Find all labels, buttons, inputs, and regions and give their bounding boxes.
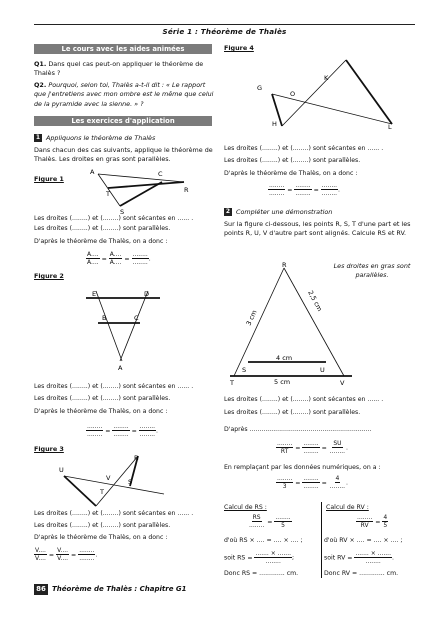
frac-num: ........ xyxy=(277,475,293,482)
frac-num: ....... × ....... xyxy=(255,550,292,557)
figure-4-diagram xyxy=(224,52,414,132)
frac-num: ........ xyxy=(277,440,293,447)
question-2 xyxy=(34,81,214,109)
frac-den: ........ xyxy=(139,431,156,438)
frac-den: ........ xyxy=(87,431,103,438)
fig2-ratio-equation: $\frac{........}{........}$ = $\frac{........}{........}$ = $\frac{........}{........}$ . xyxy=(87,423,159,438)
q2-text: Pourquoi, selon toi, Thalès a-t-il dit : « Le rapport que j'entretiens avec mon ombre est le même que celui de la pyramide avec la sienne. » ? xyxy=(34,81,214,108)
frac-den: RV xyxy=(360,522,369,529)
exercise-number-badge: 1 xyxy=(35,134,41,141)
fig2-donc-line: D'après le théorème de Thalès, on a donc : xyxy=(34,408,168,415)
fig3-point-r: R xyxy=(134,454,139,462)
frac-den: ........ xyxy=(295,190,311,197)
fig5-point-r: R xyxy=(282,261,287,269)
fig5-length-rs: 3 cm xyxy=(244,308,259,327)
frac-num: ........ xyxy=(303,475,319,482)
frac-den: 5 xyxy=(383,522,388,529)
frac-num: ........ xyxy=(357,514,373,521)
frac-den: V.... xyxy=(35,555,46,562)
frac-num: A.... xyxy=(87,251,99,258)
figure-5-note: Les droites en gras sont parallèles. xyxy=(333,262,411,280)
frac-den: ........ xyxy=(303,448,319,455)
calc-rs-donc: Donc RS = ............. cm. xyxy=(224,570,299,577)
frac-num: ........ xyxy=(87,423,103,430)
q1-label: Q1. xyxy=(34,60,47,68)
frac-num: ........ xyxy=(275,514,291,521)
figure-2-label: Figure 2 xyxy=(34,272,64,280)
q1-text: Dans quel cas peut-on appliquer le théorème de Thalès ? xyxy=(34,60,204,78)
frac-num: A.... xyxy=(109,251,122,258)
fig4-ratio-equation: $\frac{........}{........}$ = $\frac{........}{........}$ = $\frac{........}{........}$ . xyxy=(269,182,341,197)
fig5-point-s: S xyxy=(242,366,247,374)
fig1-point-r: R xyxy=(184,186,189,194)
fig3-point-s: S xyxy=(128,478,133,486)
fig5-length-ru: 2,5 cm xyxy=(306,289,324,313)
section-band-exercises: Les exercices d'application xyxy=(34,116,212,126)
exercise-1-intro: Dans chacun des cas suivants, applique le théorème de Thalès. Les droites en gras sont parallèles. xyxy=(34,146,213,164)
fig1-secantes-line: Les droites (........) et (........) sont sécantes en ...... . xyxy=(34,215,194,222)
calc-rv-dou: d'où RV × .... = .... × .... ; xyxy=(324,537,403,544)
exercise-2-heading xyxy=(224,208,416,217)
figure-1-diagram xyxy=(34,160,214,215)
frac-num: ........ xyxy=(79,547,95,554)
fig2-point-b: B xyxy=(102,314,107,322)
question-1 xyxy=(34,60,214,79)
fig5-length-tv: 5 cm xyxy=(274,378,291,386)
fig4-paralleles-line: Les droites (........) et (........) sont parallèles. xyxy=(224,157,361,164)
frac-num: 4 xyxy=(335,475,340,482)
frac-den: A.... xyxy=(109,259,122,266)
header-rule xyxy=(34,24,415,25)
frac-num: 4 xyxy=(383,514,388,521)
frac-num: ........ xyxy=(321,182,338,189)
exercise-1-heading xyxy=(34,134,214,143)
figure-3-diagram xyxy=(34,450,214,508)
frac-den: ........ xyxy=(132,259,148,266)
footer-chapter: Théorème de Thalès : Chapitre G1 xyxy=(52,585,187,593)
exercise-1-title: Appliquons le théorème de Thalès xyxy=(46,134,156,142)
fig3-paralleles-line: Les droites (........) et (........) sont parallèles. xyxy=(34,522,171,529)
fig1-bold-line-tr xyxy=(108,182,184,188)
ex2-ratio-equation-1: $\frac{........}{RT}$ = $\frac{........}{........}$ = $\frac{SU}{........}$ . xyxy=(277,440,349,455)
ex2-remplacant-line: En remplaçant par les données numériques, on a : xyxy=(224,464,381,471)
frac-den: ........ xyxy=(329,448,346,455)
figure-2-diagram xyxy=(34,283,214,373)
section-band-course: Le cours avec les aides animées xyxy=(34,44,212,54)
calc-rs-equation: $\frac{RS}{........}$ = $\frac{........}{5}$ xyxy=(249,514,291,529)
exercise-2-intro: Sur la figure ci-dessous, les points R, S, T d'une part et les points R, U, V d'autre part sont alignés. Calcule RS et RV. xyxy=(224,220,411,238)
fig4-point-l: L xyxy=(388,123,392,131)
ex2-secantes-line: Les droites (........) et (........) sont sécantes en ...... . xyxy=(224,396,384,403)
fig3-point-v: V xyxy=(106,474,111,482)
fig4-secantes-line: Les droites (........) et (........) sont sécantes en ...... . xyxy=(224,145,384,152)
fig2-secantes-line: Les droites (........) et (........) sont sécantes en ...... . xyxy=(34,383,194,390)
frac-den: 3 xyxy=(282,483,287,490)
fig3-donc-line: D'après le théorème de Thalès, on a donc : xyxy=(34,534,168,541)
page-number: 86 xyxy=(34,584,48,595)
fig1-point-t: T xyxy=(106,190,110,198)
exercise-number-badge: 2 xyxy=(225,208,231,215)
fig1-ratio-equation: $\frac{A....}{A....}$ = $\frac{A....}{A....}$ = $\frac{........}{........}$ . xyxy=(87,251,151,266)
fig1-donc-line: D'après le théorème de Thalès, on a donc : xyxy=(34,238,168,245)
frac-den: ........ xyxy=(249,522,265,529)
soit-rv-label: soit RV = xyxy=(324,554,353,562)
fig1-line-ar xyxy=(98,174,184,182)
frac-den: ........ xyxy=(329,483,346,490)
frac-den: ........ xyxy=(269,190,285,197)
frac-num: ........ xyxy=(295,182,311,189)
frac-den: ........ xyxy=(79,555,95,562)
frac-den: RT xyxy=(280,448,289,455)
fig4-point-g: G xyxy=(257,84,263,92)
soit-rs-label: soit RS = xyxy=(224,554,253,562)
series-title: Série 1 : Théorème de Thalès xyxy=(162,27,287,36)
fig1-point-c: C xyxy=(158,170,163,178)
fig3-secantes-line: Les droites (........) et (........) sont sécantes en ...... . xyxy=(34,510,194,517)
frac-num: V.... xyxy=(35,547,46,554)
frac-den: ........ xyxy=(303,483,319,490)
fig1-point-a: A xyxy=(90,168,95,176)
frac-den: ........ xyxy=(321,190,338,197)
fig2-line-da xyxy=(120,291,148,361)
calc-rs-title: Calcul de RS : xyxy=(224,504,267,511)
frac-den: 5 xyxy=(281,522,285,529)
fig5-length-su: 4 cm xyxy=(276,354,293,362)
frac-den: ........ xyxy=(365,558,381,565)
frac-num: ........ xyxy=(303,440,319,447)
figure-3-label: Figure 3 xyxy=(34,445,64,453)
fig1-point-s: S xyxy=(120,208,125,215)
fig2-point-a: A xyxy=(118,364,123,372)
fig5-line-rv xyxy=(284,268,344,376)
figure-1-label: Figure 1 xyxy=(34,175,64,183)
fig2-point-e: E xyxy=(92,290,97,298)
ex2-dapres-line: D'après .............................................................. xyxy=(224,426,372,433)
q2-label: Q2. xyxy=(34,81,47,89)
ex2-paralleles-line: Les droites (........) et (........) sont parallèles. xyxy=(224,409,361,416)
fig5-point-u: U xyxy=(320,366,325,374)
fig4-donc-line: D'après le théorème de Thalès, on a donc : xyxy=(224,170,358,177)
frac-num: ....... × ....... xyxy=(355,550,391,557)
fig5-point-t: T xyxy=(230,379,234,386)
fig5-point-v: V xyxy=(340,379,345,386)
calc-rv-soit: soit RV = $\frac{....... \times .......}{........}$ . xyxy=(324,550,394,565)
frac-den: A.... xyxy=(87,259,99,266)
exercise-2-title: Compléter une démonstration xyxy=(236,208,333,216)
calc-rv-title: Calcul de RV : xyxy=(326,504,369,511)
fig2-point-d: D xyxy=(144,290,150,298)
frac-num: V.... xyxy=(57,547,69,554)
fig2-line-ea xyxy=(96,291,122,361)
calc-divider xyxy=(321,502,322,578)
frac-den: V.... xyxy=(57,555,69,562)
fig2-point-c: C xyxy=(134,314,139,322)
frac-den: ........ xyxy=(265,558,281,565)
frac-den: ........ xyxy=(113,431,129,438)
fig1-paralleles-line: Les droites (........) et (........) sont parallèles. xyxy=(34,225,171,232)
fig3-ratio-equation: $\frac{V....}{V....}$ = $\frac{V....}{V....}$ = $\frac{........}{........}$ . xyxy=(35,547,98,562)
calc-rs-soit: soit RS = $\frac{....... \times .......}{........}$ ; xyxy=(224,550,295,565)
fig4-point-h: H xyxy=(272,120,277,128)
fig4-point-k: K xyxy=(324,74,329,82)
fig3-point-t: T xyxy=(100,488,104,496)
ex2-ratio-equation-2: $\frac{........}{3}$ = $\frac{........}{........}$ = $\frac{4}{........}$ . xyxy=(277,475,349,490)
fig4-point-o: O xyxy=(290,90,296,98)
frac-num: ........ xyxy=(269,182,285,189)
frac-num: SU xyxy=(333,440,342,447)
frac-num: ........ xyxy=(113,423,129,430)
calc-rs-dou: d'où RS × .... = .... × .... ; xyxy=(224,537,303,544)
fig3-point-u: U xyxy=(59,466,64,474)
frac-num: ........ xyxy=(139,423,156,430)
figure-4-label: Figure 4 xyxy=(224,44,254,52)
fig2-paralleles-line: Les droites (........) et (........) sont parallèles. xyxy=(34,395,171,402)
calc-rv-equation: $\frac{........}{RV}$ = $\frac{4}{5}$ xyxy=(357,514,388,529)
frac-num: ........ xyxy=(132,251,148,258)
frac-num: RS xyxy=(252,514,261,521)
calc-rv-donc: Donc RV = ............. cm. xyxy=(324,570,399,577)
